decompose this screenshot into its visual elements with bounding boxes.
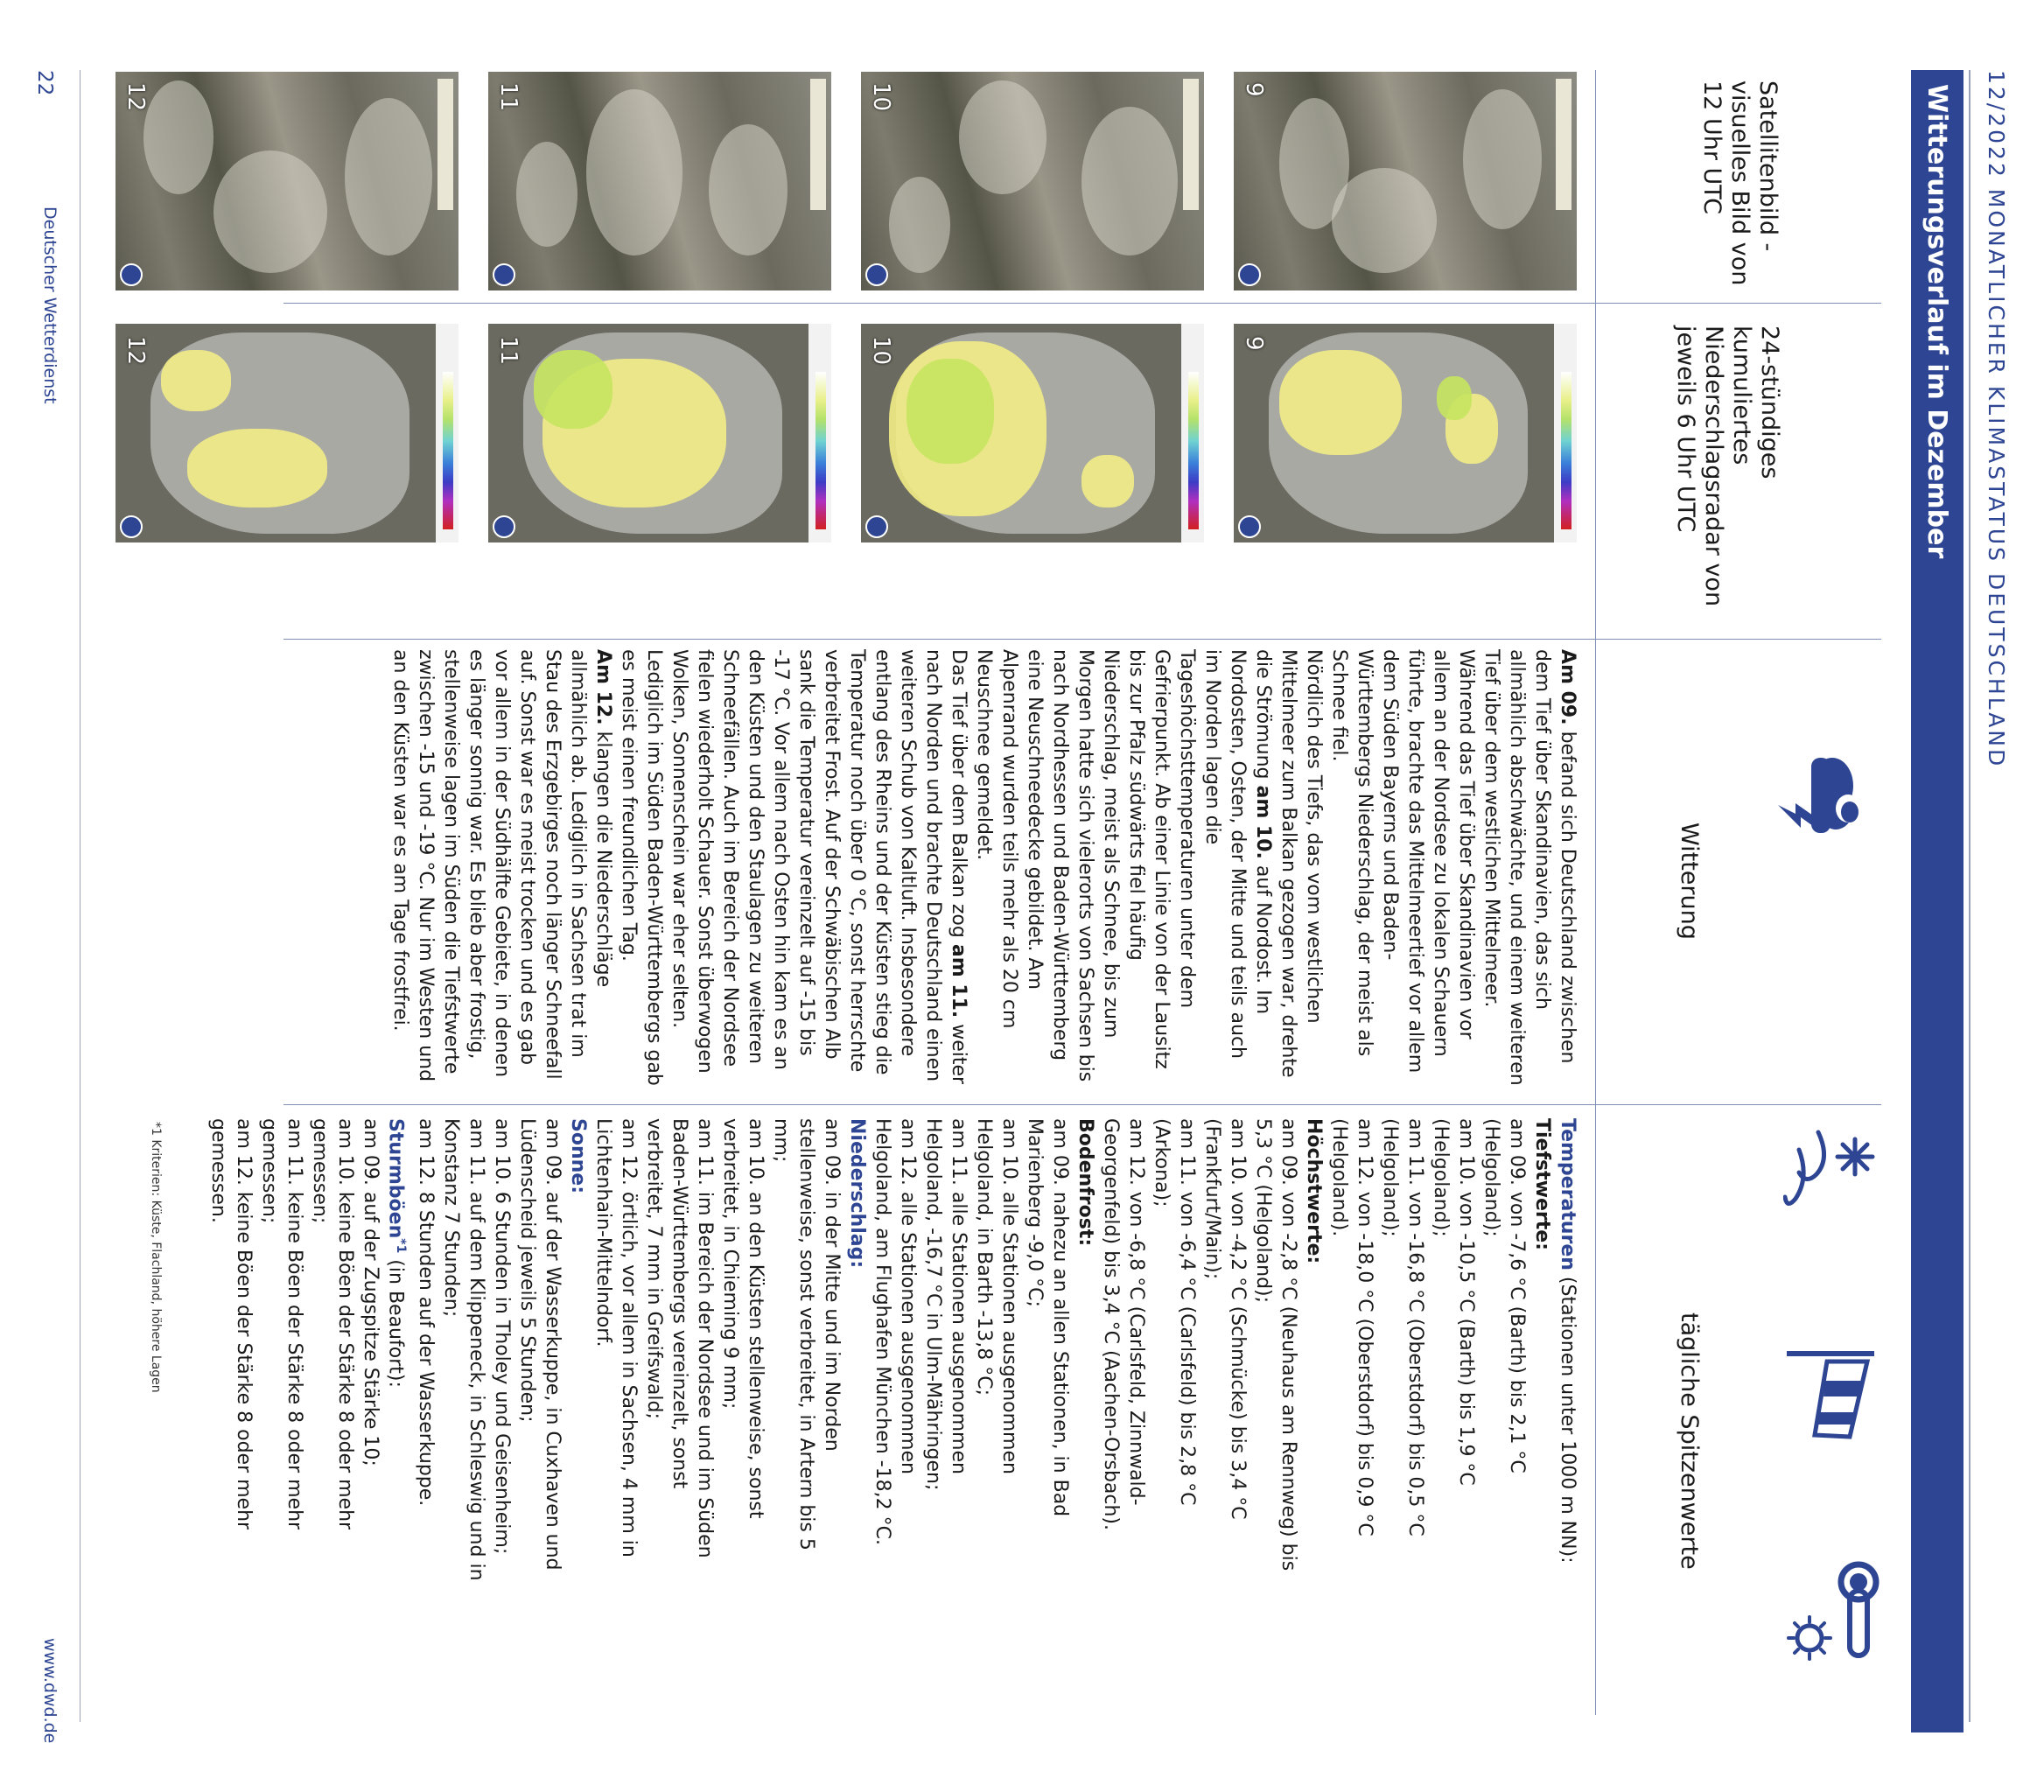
footnote: *1 Kriterien: Küste, Flachland, höhere Lagen [149, 1122, 163, 1393]
paragraph: Nördlich des Tiefs, das vom westlichen Mittelmeer zum Balkan gezogen war, drehte die Strömung am 10. auf Nordost. Im Nordosten, Osten, der Mitte und teils auch im Norden lagen die Tageshöchsttemperaturen unter dem Gefrierpunkt. Ab einer Linie von der Lausitz bis zur Pfalz südwärts fiel häufig Niederschlag, meist als Schnee, bis zum Morgen hatte sich vielerorts von Sachsen bis nach Nordhessen und Baden-Württemberg eine Neuschneedecke gebildet. Am Alpenrand wurden teils mehr als 20 cm Neuschnee gemeldet. [973, 649, 1325, 1082]
radar-image-day-11 [488, 324, 831, 542]
paragraph: Das Tief über dem Balkan zog am 11. weiter nach Norden und brachte Deutschland einen weiteren Schub von Kaltluft. Insbesondere entlang des Rheins und der Küsten stieg die Temperatur noch über 0 °C, sonst herrschte verbreitet Frost. Auf der Schwäbischen Alb sank die Temperatur vereinzelt auf -15 bis -17 °C. Vor allem nach Osten hin kam es an den Küsten und den Staulagen zu weiteren Schneefällen. Auch im Bereich der Nordsee fielen wiederholt Schauer. Sonst überwogen Wolken, Sonnenschein war eher selten. Lediglich im Süden Baden-Württembergs gab es meist einen freundlichen Tag. [618, 649, 970, 1086]
dwd-logo-icon [120, 515, 143, 538]
radar-image-day-10 [861, 324, 1204, 542]
dwd-logo-icon [1238, 263, 1261, 286]
windsock-icon [1783, 1344, 1880, 1449]
thermometer-sun-icon [1782, 1559, 1886, 1673]
dwd-logo-icon [493, 263, 515, 286]
title-bar [1911, 70, 1964, 1732]
footer-url: www.dwd.de [40, 1638, 60, 1744]
day-label: 11 [495, 336, 522, 366]
satellite-image-day-9 [1234, 72, 1577, 290]
day-label: 12 [122, 336, 149, 366]
day-label: 12 [122, 82, 149, 112]
header-rule [1969, 70, 1970, 1722]
spitzen-heading: tägliche Spitzenwerte [1676, 1312, 1703, 1570]
radar-heading: 24-stündiges kumuliertes Niederschlagsradar von jeweils 6 Uhr UTC [1672, 326, 1783, 607]
thunder-cloud-icon [1776, 735, 1881, 858]
footer-org: Deutscher Wetterdienst [40, 206, 60, 404]
column-divider [284, 1104, 1881, 1105]
witterung-heading: Witterung [1676, 822, 1703, 940]
satellite-image-day-12 [116, 72, 458, 290]
dwd-logo-icon [493, 515, 515, 538]
day-label: 9 [1241, 336, 1267, 351]
dwd-logo-icon [120, 263, 143, 286]
day-label: 11 [495, 82, 522, 112]
page-title: Witterungsverlauf im Dezember [1922, 84, 1952, 559]
paragraph: Am 09. befand sich Deutschland zwischen dem Tief über Skandinavien, das sich allmählich abschwächte, und einem weiteren Tief über dem westlichen Mittelmeer. Während das Tief über Skandinavien vor allem an der Nordsee zu lokalen Schauern führte, brachte das Mittelmeertief vor allem dem Süden Bayerns und Baden-Württembergs Niederschlag, der meist als Schnee fiel. [1328, 649, 1578, 1086]
day-label: 10 [868, 336, 894, 366]
dwd-logo-icon [865, 263, 888, 286]
page-number: 22 [33, 70, 56, 96]
spitzenwerte-text: Temperaturen (Stationen unter 1000 m NN): Tiefstwerte: am 09. von -7,6 °C (Barth) bis 2,1 °C (Helgoland); am 10. von -10,5 °C (Barth) bis 1,9 °C (Helgoland); am 11. von -16,8 °C (Oberstdorf) bis 0,5 °C (Helgoland); am 12. von -18,0 °C (Oberstdorf) bis 0,9 °C (Helgoland). Höchstwerte: am 09. von -2,8 °C (Neuhaus am Rennweg) bis 5,3 °C (Helgoland); am 10. von -4,2 °C (Schmücke) bis 3,4 °C (Frankfurt/Main); am 11. von -6,4 °C (Carlsfeld) bis 2,8 °C (Arkona); am 12. von -6,8 °C (Carlsfeld, Zinnwald-Georgenfeld) bis 3,4 °C (Aachen-Orsbach). Bodenfrost: am 09. nahezu an allen Stationen, in Bad Marienberg -9,0 °C; am 10. alle Stationen ausgenommen Helgoland, in Barth -13,8 °C; am 11. alle Stationen ausgenommen Helgoland, -16,7 °C in Ulm-Mähringen; am 12. alle Stationen ausgenommen Helgoland, am Flughafen München -18,2 °C. Niederschlag: am 09. in der Mitte und im Norden stellenweise, sonst verbreitet, in Artern bis 5 mm; am 10. an den Küsten stellenweise, sonst verbreitet, in Chieming 9 mm; am 11. im Bereich der Nordsee und im Süden Baden-Württembergs vereinzelt, sonst verbreitet, 7 mm in Greifswald; am 12. örtlich, vor allem in Sachsen, 4 mm in Lichtenhain-Mittelndorf. Sonne: am 09. auf der Wasserkuppe, in Cuxhaven und Lüdenscheid jeweils 5 Stunden; am 10. 6 Stunden in Tholey und Geisenheim; am 11. auf dem Klippeneck, in Schleswig und in Konstanz 7 Stunden; am 12. 8 Stunden auf der Wasserkuppe. Sturmböen$^{*1}$ (in Beaufort): am 09. auf der Zugspitze Stärke 10; am 10. keine Böen der Stärke 8 oder mehr gemessen; am 11. keine Böen der Stärke 8 oder mehr gemessen; am 12. keine Böen der Stärke 8 oder mehr gemessen. [206, 1118, 1578, 1581]
day-label: 9 [1241, 82, 1267, 97]
satellite-heading: Satellitenbild - visuelles Bild von 12 Uhr UTC [1698, 80, 1782, 286]
radar-image-day-12 [116, 324, 458, 542]
satellite-image-day-10 [861, 72, 1204, 290]
day-label: 10 [868, 82, 894, 112]
report-header: 12/2022 MONATLICHER KLIMASTATUS DEUTSCHLAND [1984, 70, 2009, 769]
snow-wind-icon [1783, 1124, 1880, 1220]
column-divider [284, 303, 1881, 304]
dwd-logo-icon [1238, 515, 1261, 538]
dwd-logo-icon [865, 515, 888, 538]
row-divider [1595, 70, 1596, 1715]
witterung-text [388, 649, 1580, 1087]
column-divider [284, 639, 1881, 640]
radar-image-day-9 [1234, 324, 1577, 542]
satellite-image-day-11 [488, 72, 831, 290]
paragraph: Am 12. klangen die Niederschläge allmählich ab. Lediglich in Sachsen trat im Stau des Erzgebirges noch länger Schneefall auf. Sonst war es meist trocken und es gab vor allem in der Südhälfte Gebiete, in denen es länger sonnig war. Es blieb aber frostig, stellenweise lagen im Süden die Tiefstwerte zwischen -15 und -19 °C. Nur im Westen und an den Küsten war es am Tage frostfrei. [389, 649, 614, 1082]
